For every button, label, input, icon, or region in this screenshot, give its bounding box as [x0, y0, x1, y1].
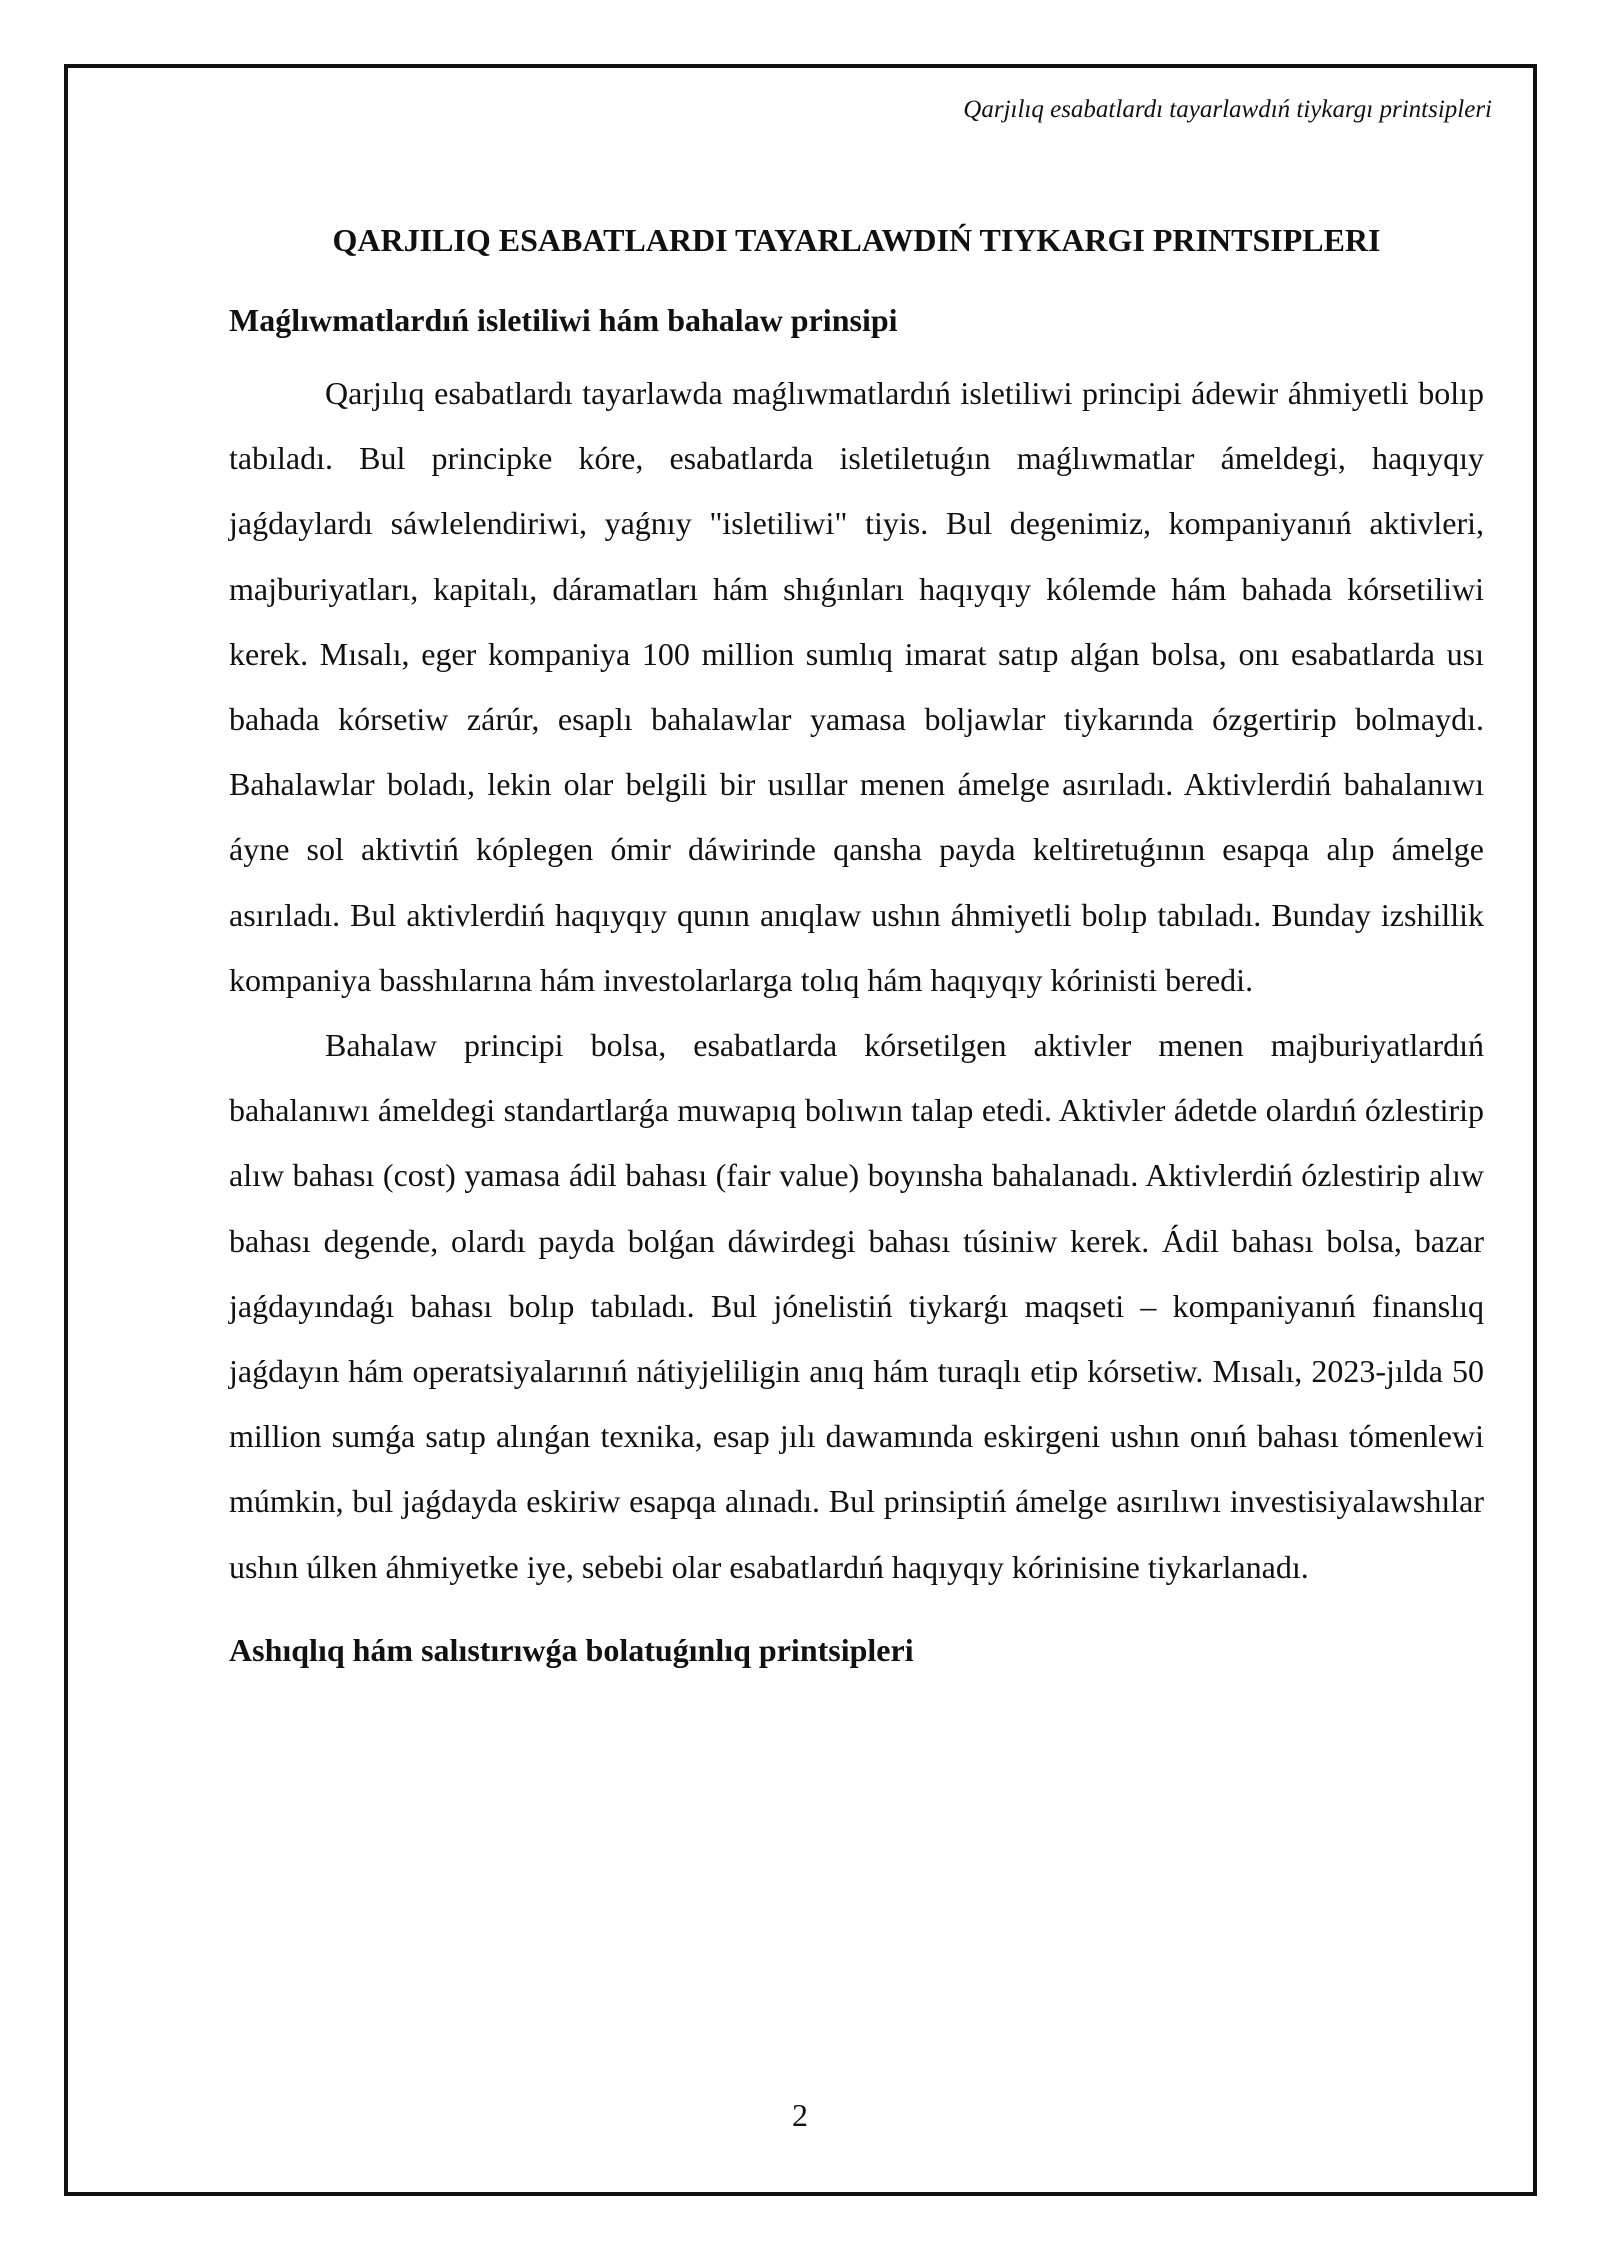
page-number: 2	[792, 2097, 808, 2133]
paragraph-valuation: Bahalaw principi bolsa, esabatlarda kórsetilgen aktivler menen majburiyatlardıń bahalanıwı ámeldegi standartlarǵa muwapıq bolıwın talap etedi. Aktivler ádetde olardıń ózlestirip alıw bahası (cost) yamasa ádil bahası (fair value) boyınsha bahalanadı. Aktivlerdiń ózlestirip alıw bahası degende, olardı payda bolǵan dáwirdegi bahası túsiniw kerek. Ádil bahası bolsa, bazar jaǵdayındaǵı bahası bolıp tabıladı. Bul jónelistiń tiykarǵı maqseti – kompaniyanıń finanslıq jaǵdayın hám operatsiyalarınıń nátiyjeliligin anıq hám turaqlı etip kórsetiw. Mısalı, 2023-jılda 50 million sumǵa satıp alınǵan texnika, esap jılı dawamında eskirgeni ushın onıń bahası tómenlewi múmkin, bul jaǵdayda eskiriw esapqa alınadı. Bul prinsiptiń ámelge asırılıwı investisiyalawshılar ushın úlken áhmiyetke iye, sebebi olar esabatlardıń haqıyqıy kórinisine tiykarlanadı.	[229, 1027, 1484, 1585]
section-heading-transparency: Ashıqlıq hám salıstırıwǵa bolatuǵınlıq printsipleri	[229, 1631, 914, 1668]
document-body	[229, 210, 1484, 1680]
running-header: Qarjılıq esabatlardı tayarlawdıń tiykargı printsipleri	[963, 96, 1492, 123]
document-title: QARJILIQ ESABATLARDI TAYARLAWDIŃ TIYKARGI PRINTSIPLERI	[332, 222, 1381, 258]
section-heading-data-usage: Maǵlıwmatlardıń isletiliwi hám bahalaw prinsipi	[229, 302, 898, 338]
paragraph-data-usage: Qarjılıq esabatlardı tayarlawda maǵlıwmatlardıń isletiliwi principi ádewir áhmiyetli bolıp tabıladı. Bul principke kóre, esabatlarda isletiletuǵın maǵlıwmatlar ámeldegi, haqıyqıy jaǵdaylardı sáwlelendiriwi, yaǵnıy "isletiliwi" tiyis. Bul degenimiz, kompaniyanıń aktivleri, majburiyatları, kapitalı, dáramatları hám shıǵınları haqıyqıy kólemde hám bahada kórsetiliwi kerek. Mısalı, eger kompaniya 100 million sumlıq imarat satıp alǵan bolsa, onı esabatlarda usı bahada kórsetiw zárúr, esaplı bahalawlar yamasa boljawlar tiykarında ózgertirip bolmaydı. Bahalawlar boladı, lekin olar belgili bir usıllar menen ámelge asırıladı. Aktivlerdiń bahalanıwı áyne sol aktivtiń kóplegen ómir dáwirinde qansha payda keltiretuǵının esapqa alıp ámelge asırıladı. Bul aktivlerdiń haqıyqıy qunın anıqlaw ushın áhmiyetli bolıp tabıladı. Bunday izshillik kompaniya basshılarına hám investolarlarga tolıq hám haqıyqıy kórinisti beredi.	[229, 375, 1484, 998]
